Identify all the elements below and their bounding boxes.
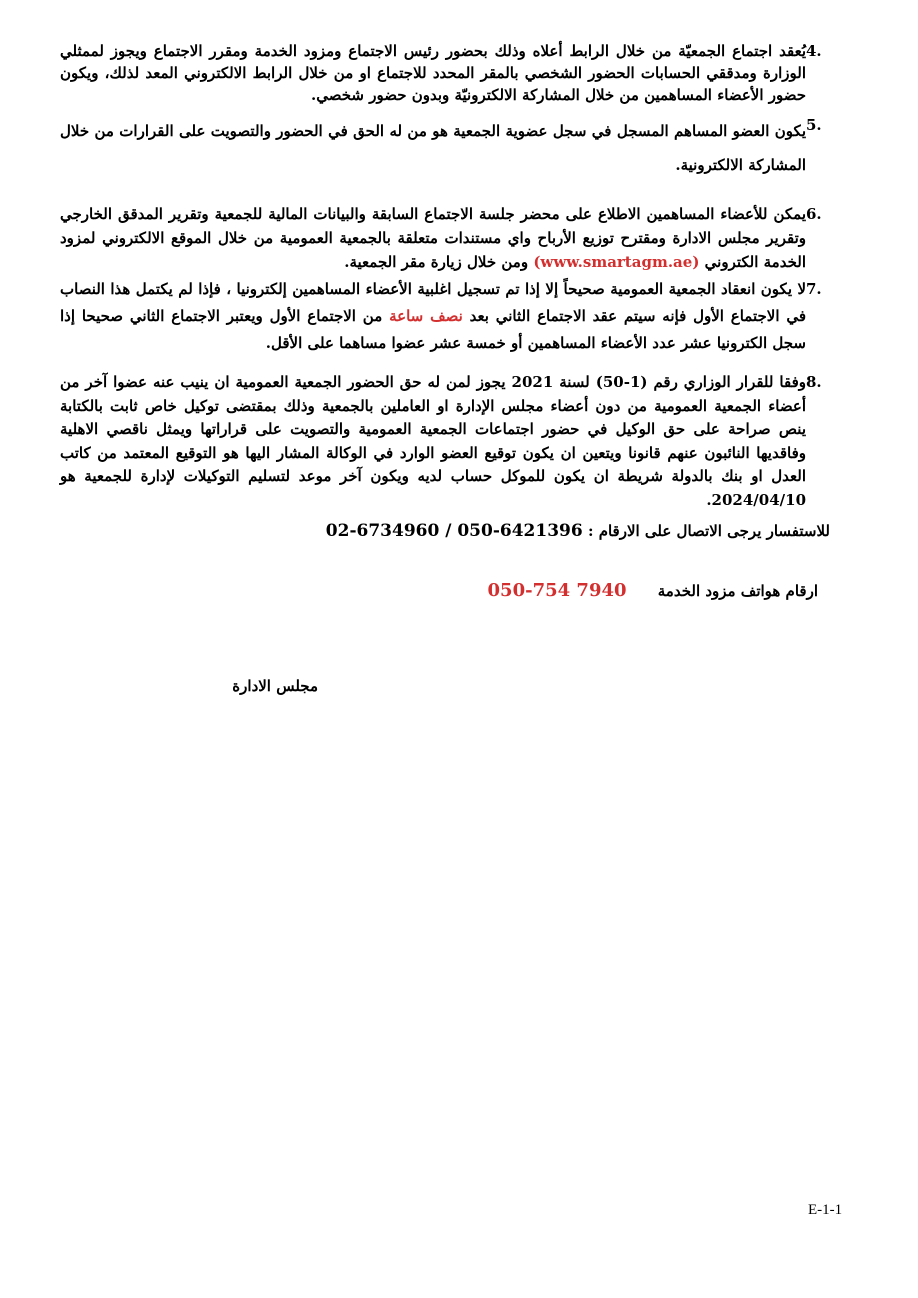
- item-text-before: يمكن للأعضاء المساهمين الاطلاع على محضر جلسة الاجتماع السابقة والبيانات المالية للجمعية وتقرير المدقق الخارجي وتقرير مجلس الادارة ومقترح توزيع الأرباح واي مستندات متعلقة بالجمعية العمومية من خلال الموقع الالكتروني لمزود الخدمة الكتروني: [60, 205, 806, 271]
- item-text: وفقا للقرار الوزاري رقم (1-50) لسنة 2021 يجوز لمن له حق الحضور الجمعية العمومية ان ينيب عنه عضوا آخر من أعضاء الجمعية العمومية من دون أعضاء مجلس الإدارة او العاملين بالجمعية وذلك بمقتضى توكيل خاص ثابت بالكتابة ينص صراحة على حق الوكيل في حضور اجتماعات الجمعية العمومية والتصويت على قراراتها ويمثل ناقصي الاهلية وفاقديها النائبون عنهم قانونا ويتعين ان يكون توقيع العضو الوارد في الوكالة المشار اليها هو التوقيع المعتمد من كاتب العدل او بنك بالدولة شريطة ان يكون للموكل حساب لديه ويكون آخر موعد لتسليم التوكيلات لإدارة للجمعية هو 2024/04/10.: [60, 373, 807, 509]
- item-text: يُعقد اجتماع الجمعيّة من خلال الرابط أعلاه وذلك بحضور رئيس الاجتماع ومزود الخدمة ومقرر الاجتماع ويجوز لممثلي الوزارة ومدققي الحسابات الحضور الشخصي بالمقر المحدد للاجتماع او من خلال الرابط الالكتروني المعد لذلك، ويكون حضور الأعضاء المساهمين من خلال المشاركة الالكترونيّة وبدون حضور شخصي.: [60, 42, 806, 104]
- notice-item-4: [60, 40, 832, 106]
- notice-items: [60, 40, 832, 513]
- board-signature: مجلس الادارة: [232, 677, 318, 695]
- notice-item-6: [60, 202, 832, 274]
- provider-label: ارقام هواتف مزود الخدمة: [657, 582, 818, 600]
- item-text-after: ومن خلال زيارة مقر الجمعية.: [344, 253, 529, 271]
- item-text-before: لا يكون انعقاد الجمعية العمومية صحيحاً إلا إذا تم تسجيل اغلبية الأعضاء المساهمين إلكترونيا ، فإذا لم يكتمل هذا النصاب في الاجتماع الأول فإنه سيتم عقد الاجتماع الثاني بعد: [60, 280, 806, 325]
- item-text: [60, 202, 806, 274]
- item-number: 4.: [806, 42, 822, 60]
- notice-item-8: [60, 371, 832, 513]
- highlight-half-hour: نصف ساعة: [389, 307, 463, 325]
- provider-phones-line: [480, 580, 818, 601]
- website-link[interactable]: (www.smartagm.ae): [533, 253, 700, 271]
- notice-item-7: [60, 276, 832, 357]
- item-number: 5.: [806, 116, 822, 134]
- inquiry-line: [310, 521, 830, 541]
- inquiry-phones: 02-6734960 / 050-6421396: [325, 521, 583, 541]
- item-text-after: من الاجتماع الأول ويعتبر الاجتماع الثاني صحيحا إذا سجل الكترونيا عشر عدد الأعضاء المساهمين أو خمسة عشر عضوا مساهما على الأقل.: [60, 307, 806, 352]
- item-text: [60, 276, 806, 357]
- notice-item-5: [60, 114, 832, 182]
- item-number: 7.: [806, 280, 822, 298]
- item-number: 8.: [806, 373, 822, 391]
- provider-phone: 050-754 7940: [487, 580, 627, 601]
- inquiry-label: للاستفسار يرجى الاتصال على الارقام :: [587, 522, 830, 540]
- item-number: 6.: [806, 205, 822, 223]
- page-reference: E-1-1: [808, 1202, 843, 1218]
- item-text: يكون العضو المساهم المسجل في سجل عضوية الجمعية هو من له الحق في الحضور والتصويت على القرارات من خلال المشاركة الالكترونية.: [60, 122, 806, 174]
